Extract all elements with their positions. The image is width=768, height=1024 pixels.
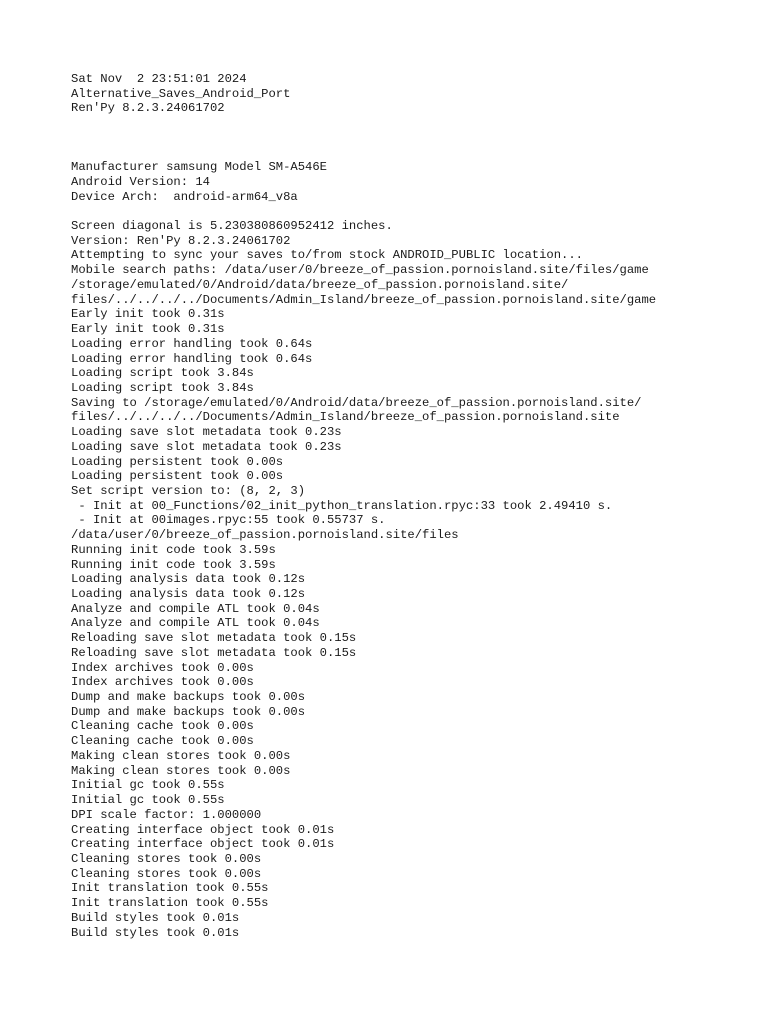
log-line: Set script version to: (8, 2, 3) [71,483,306,498]
log-header [71,72,751,116]
log-line: files/../../../../Documents/Admin_Island/breeze_of_passion.pornoisland.site [71,410,620,425]
log-line: Loading save slot metadata took 0.23s [71,425,342,440]
log-line: Mobile search paths: /data/user/0/breeze_of_passion.pornoisland.site/files/game [71,263,649,278]
device-line: Manufacturer samsung Model SM-A546E [71,160,327,175]
log-line: Making clean stores took 0.00s [71,748,291,763]
log-line: Loading script took 3.84s [71,380,254,395]
log-line: Loading error handling took 0.64s [71,336,313,351]
log-line: Creating interface object took 0.01s [71,837,335,852]
log-line: /data/user/0/breeze_of_passion.pornoisland.site/files [71,528,459,543]
log-line: Screen diagonal is 5.230380860952412 inches. [71,219,393,234]
device-info [71,160,751,204]
log-line: Reloading save slot metadata took 0.15s [71,645,357,660]
log-line: /storage/emulated/0/Android/data/breeze_of_passion.pornoisland.site/ [71,277,569,292]
log-line: files/../../../../Documents/Admin_Island/breeze_of_passion.pornoisland.site/game [71,292,657,307]
log-line: Loading error handling took 0.64s [71,351,313,366]
section-spacer [71,116,751,160]
log-line: Loading persistent took 0.00s [71,469,284,484]
device-line: Device Arch: android-arm64_v8a [71,189,298,204]
log-line: Running init code took 3.59s [71,542,276,557]
log-line: Making clean stores took 0.00s [71,763,291,778]
log-line: Creating interface object took 0.01s [71,822,335,837]
log-output [71,219,751,940]
log-line: Initial gc took 0.55s [71,778,225,793]
log-line: Running init code took 3.59s [71,557,276,572]
log-line: Index archives took 0.00s [71,660,254,675]
log-line: Loading persistent took 0.00s [71,454,284,469]
log-line: Version: Ren'Py 8.2.3.24061702 [71,233,291,248]
log-line: Cleaning stores took 0.00s [71,851,262,866]
header-line: Alternative_Saves_Android_Port [71,86,291,101]
log-line: Init translation took 0.55s [71,896,269,911]
section-spacer [71,204,751,219]
log-line: Initial gc took 0.55s [71,793,225,808]
device-line: Android Version: 14 [71,174,210,189]
log-line: Reloading save slot metadata took 0.15s [71,631,357,646]
log-document [71,72,751,940]
log-line: Attempting to sync your saves to/from stock ANDROID_PUBLIC location... [71,248,583,263]
log-line: Dump and make backups took 0.00s [71,690,306,705]
log-line: Early init took 0.31s [71,307,225,322]
log-line: DPI scale factor: 1.000000 [71,807,262,822]
log-line: Cleaning stores took 0.00s [71,866,262,881]
log-line: Loading script took 3.84s [71,366,254,381]
log-line: - Init at 00_Functions/02_init_python_translation.rpyc:33 took 2.49410 s. [71,498,613,513]
header-line: Ren'Py 8.2.3.24061702 [71,101,225,116]
log-line: - Init at 00images.rpyc:55 took 0.55737 s. [71,513,386,528]
log-line: Analyze and compile ATL took 0.04s [71,616,320,631]
log-line: Dump and make backups took 0.00s [71,704,306,719]
log-line: Index archives took 0.00s [71,675,254,690]
log-line: Early init took 0.31s [71,322,225,337]
log-line: Cleaning cache took 0.00s [71,734,254,749]
log-line: Saving to /storage/emulated/0/Android/data/breeze_of_passion.pornoisland.site/ [71,395,642,410]
log-line: Loading analysis data took 0.12s [71,572,306,587]
header-line: Sat Nov 2 23:51:01 2024 [71,72,247,86]
log-line: Build styles took 0.01s [71,925,240,940]
log-line: Cleaning cache took 0.00s [71,719,254,734]
log-line: Loading analysis data took 0.12s [71,587,306,601]
log-line: Build styles took 0.01s [71,910,240,925]
log-line: Loading save slot metadata took 0.23s [71,439,342,454]
log-line: Init translation took 0.55s [71,881,269,896]
log-line: Analyze and compile ATL took 0.04s [71,601,320,616]
